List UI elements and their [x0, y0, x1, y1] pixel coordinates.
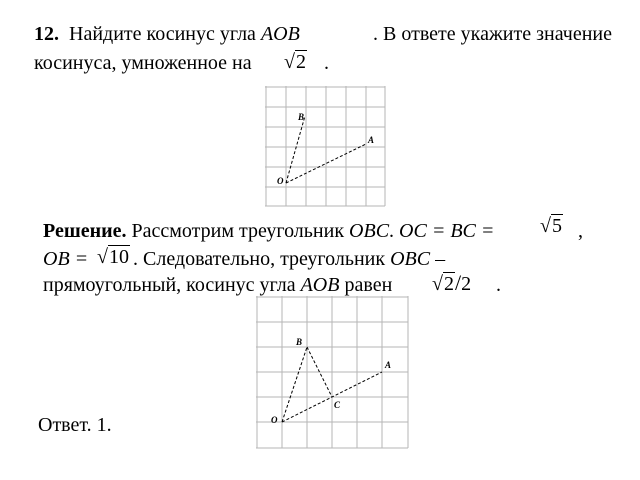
solution-line-1: Решение. Рассмотрим треугольник OBC. OC = BC =	[43, 220, 495, 242]
solution-sqrt10: √10	[97, 246, 129, 268]
problem-text-2: косинуса, умноженное на	[34, 52, 252, 74]
solution-period: .	[496, 274, 501, 296]
grid-2	[256, 296, 408, 448]
label-c-2: C	[334, 400, 341, 410]
solution-heading: Решение.	[43, 220, 127, 242]
problem-line-2	[34, 51, 252, 75]
solution-line-2-tail: . Следовательно, треугольник OBC –	[133, 248, 446, 270]
label-b-2: B	[296, 337, 303, 347]
ray-ob-1	[286, 116, 305, 183]
problem-period: .	[324, 52, 329, 74]
solution-line-2: OB =	[43, 248, 89, 270]
grid-1	[265, 86, 385, 206]
solution-comma: ,	[578, 220, 583, 242]
label-b-1: B	[298, 112, 305, 122]
segment-ob-2	[282, 347, 307, 422]
solution-line-3: прямоугольный, косинус угла AOB равен	[43, 274, 393, 296]
solution-sqrt2-over-2: √2/2	[432, 270, 472, 295]
label-a-2: A	[385, 360, 392, 370]
problem-line-1	[34, 22, 612, 46]
label-o-1: O	[277, 176, 284, 186]
label-o-2: O	[271, 415, 278, 425]
answer-text: Ответ. 1.	[38, 414, 112, 436]
label-a-1: A	[368, 135, 375, 145]
problem-text-1-tail: . В ответе укажите значение	[373, 23, 612, 45]
figure-1	[265, 86, 387, 208]
problem-sqrt2: √2	[284, 51, 306, 73]
problem-angle: AOB	[260, 23, 300, 45]
problem-text-1: Найдите косинус угла	[69, 23, 261, 45]
solution-sqrt5: √5	[540, 215, 562, 237]
problem-number: 12.	[34, 23, 59, 45]
figure-2	[256, 296, 410, 450]
